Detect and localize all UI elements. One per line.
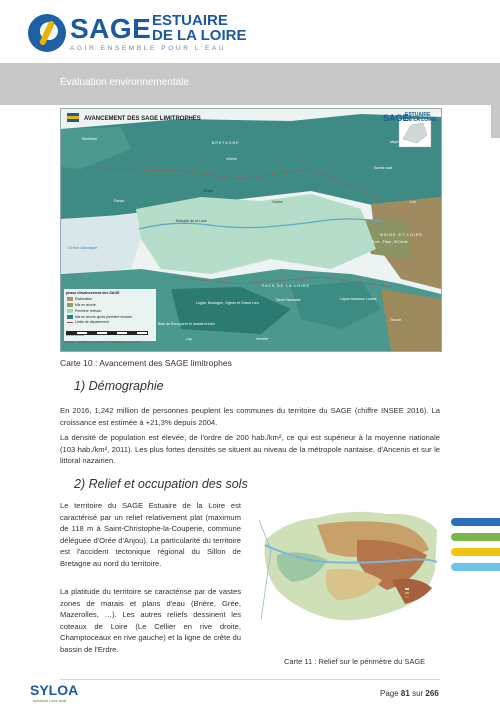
map-region-label: PAYS DE LA LOIRE (262, 284, 311, 288)
map-sage-label: Lay (186, 337, 192, 341)
legend-swatch (67, 297, 73, 301)
map-sage-label: Thouet (390, 318, 402, 322)
legend-label: Mis en œuvre (75, 303, 96, 307)
page-prefix: Page (380, 689, 399, 698)
legend-label: Première révision (75, 309, 102, 313)
stripe-green (451, 533, 500, 541)
map-sage-label: Loir (410, 200, 416, 204)
map-logo-loire: DE LA LOIRE (405, 117, 437, 123)
map-sage-label: Vilaine (226, 157, 237, 161)
logo-tagline: AGIR ENSEMBLE POUR L'EAU (70, 45, 227, 52)
scale-label: 0 5 10 20 km (66, 333, 84, 337)
paragraph: En 2016, 1,242 million de personnes peuplent les communes du territoire du SAGE (chiffre INSEE 2016). La croissance est estimée à +21,3% depuis 2004. (60, 406, 440, 427)
map-sage-label: Logne, Boulogne, Ognon et Grand Lieu (196, 301, 259, 305)
map-title: AVANCEMENT DES SAGE LIMITROPHES (84, 116, 201, 122)
page-number (380, 689, 439, 698)
map-region-label: MAINE-ET-LOIRE (380, 233, 423, 237)
footer-divider (60, 679, 440, 680)
legend-title: phase d'avancement des SAGE (66, 291, 120, 295)
map-sage-label: Baie de Bourgneuf et marais breton (158, 322, 215, 326)
section-title: Évaluation environnementale (60, 77, 189, 88)
logo-loire-text: DE LA LOIRE (152, 27, 247, 44)
syloa-logo: SYLOA (30, 682, 79, 698)
banner-edge (491, 105, 500, 138)
sage-logo-icon (28, 14, 66, 52)
map1-caption: Carte 10 : Avancement des SAGE limitrophes (60, 358, 232, 368)
map-sage-label: Evre - Thau - St Denis (372, 240, 408, 244)
logo-estuaire-text: ESTUAIRE (152, 12, 228, 29)
syloa-tagline: syndicat Loire aval (33, 698, 67, 703)
map-sage-label: Erdre (204, 189, 213, 193)
heading-demographie: 1) Démographie (74, 379, 164, 393)
map-sources: Sources : IGN BDCarto, Gest'eau, SAGE Estuaire de la Loire (64, 340, 140, 344)
ocean-label: Océan Atlantique (68, 246, 97, 250)
paragraph: La platitude du territoire se caractérise par de vastes zones de marais et plans d'eau (Brière, Grée, Mazerolles, …). Les autres reliefs dessinent les coteaux de Loire (Le Cellier en rive droite, Champtoceaux en rive gauche) et la ligne de crête du bassin de l'Erdre. (60, 587, 241, 654)
map-sage-label: Vendée (256, 337, 269, 341)
region-flag-icon (67, 113, 79, 122)
legend-label: Élaboration (75, 297, 93, 301)
legend-swatch (67, 322, 73, 323)
page-current: 81 (400, 689, 410, 698)
paragraph: La densité de population est élevée, de l'ordre de 200 hab./km², ce qui est supérieur à la moyenne nationale (103 hab./km², 2011). Les plus fortes densités se situent au niveau de la métropole nantaise, d'Ancenis et sur le littoral nazairien. (60, 433, 440, 465)
legend-swatch (67, 309, 73, 313)
map-sage-label: Mayenne (390, 140, 405, 144)
map-sage-label: Morbihan (82, 137, 97, 141)
relief-map (257, 500, 440, 647)
legend-swatch (67, 303, 73, 307)
map-sage-label: Sarthe aval (374, 166, 393, 170)
relief-map-graphic (257, 500, 440, 647)
map-sage-label: Layon Aubance Louets (340, 297, 377, 301)
legend-label: Mis en œuvre après première révision (75, 315, 133, 319)
stripe-yellow (451, 548, 500, 556)
legend-swatch (67, 315, 73, 319)
map-sage-label: Rance (114, 199, 125, 203)
paragraph: Le territoire du SAGE Estuaire de la Loire est caractérisé par un relief relativement plat (maximum de 118 m à Saint-Christophe-la-Couperie, commune déléguée d'Orée d'Anjou). La particularité du territoire est l'accident tectonique régional du Sillon de Bretagne au nord du territoire. (60, 501, 241, 568)
map-sage-label: Sèvre Nantaise (276, 298, 301, 302)
stripe-cyan (451, 563, 500, 571)
map-region-label: BRETAGNE (212, 141, 240, 145)
map-logo-estuaire: ESTUAIRE (405, 112, 431, 118)
map-sage-label: Oudon (272, 200, 283, 204)
map2-caption: Carte 11 : Relief sur le périmètre du SAGE (284, 657, 426, 666)
map-logo-sage: SAGE (383, 113, 409, 123)
legend-label: Limite de département (75, 320, 109, 324)
page-sep: sur (412, 689, 424, 698)
heading-relief: 2) Relief et occupation des sols (74, 477, 248, 491)
map-sage-label: Estuaire de la Loire (176, 219, 207, 223)
page-total: 266 (425, 689, 439, 698)
logo-sage-text: SAGE (70, 13, 152, 44)
stripe-blue (451, 518, 500, 526)
